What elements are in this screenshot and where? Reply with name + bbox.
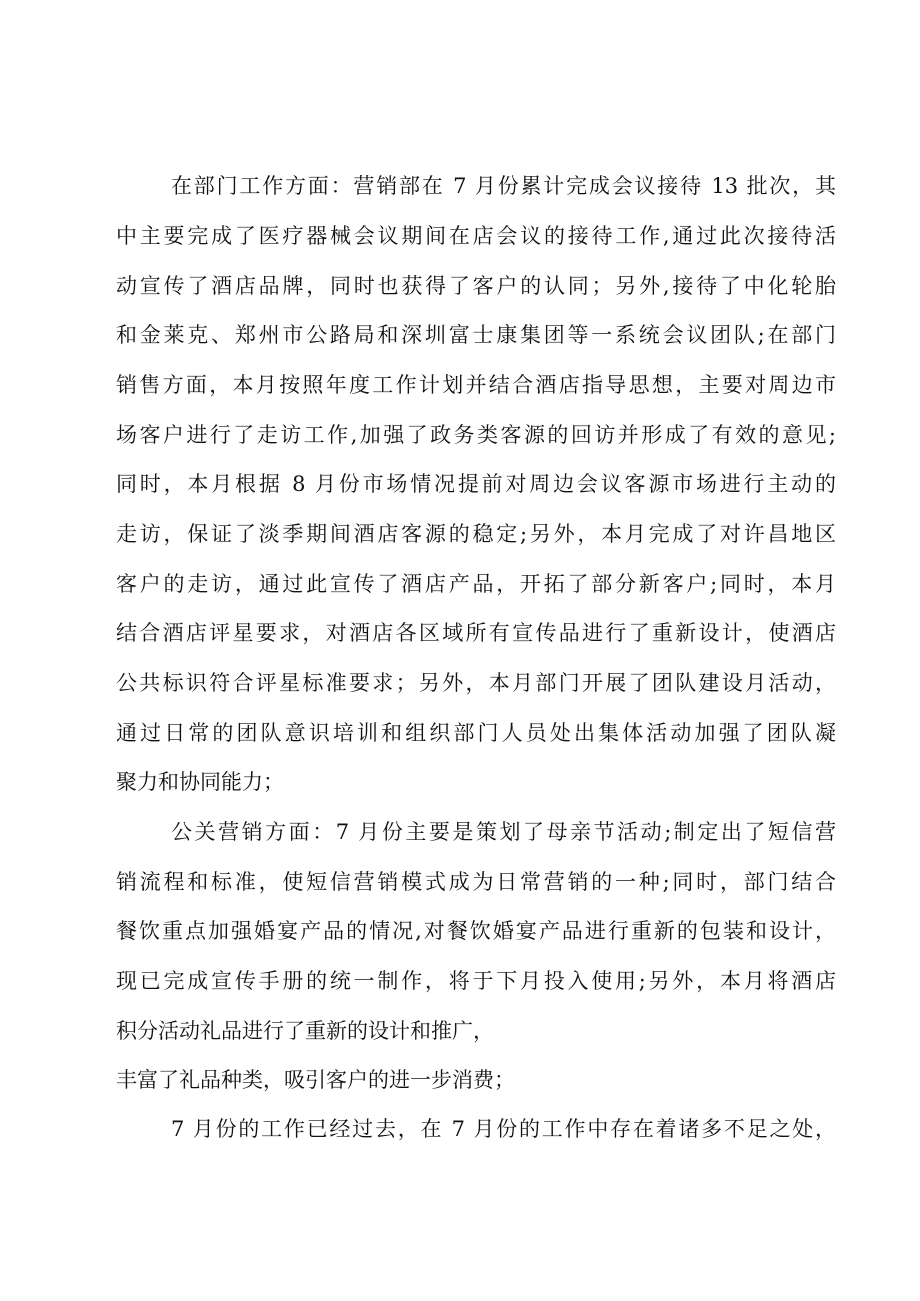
text-line: 销售方面，本月按照年度工作计划并结合酒店指导思想，主要对周边市 xyxy=(116,373,836,397)
text-line: 动宣传了酒店品牌，同时也获得了客户的认同；另外,接待了中化轮胎 xyxy=(116,274,836,298)
text-line: 餐饮重点加强婚宴产品的情况,对餐饮婚宴产品进行重新的包装和设计， xyxy=(116,919,836,943)
text-line: 丰富了礼品种类，吸引客户的进一步消费； xyxy=(116,1068,515,1092)
text-line: 场客户进行了走访工作,加强了政务类客源的回访并形成了有效的意见; xyxy=(116,423,836,447)
text-line: 现已完成宣传手册的统一制作，将于下月投入使用;另外，本月将酒店 xyxy=(116,969,836,993)
text-line: 通过日常的团队意识培训和组织部门人员处出集体活动加强了团队凝 xyxy=(116,721,836,745)
text-line: 销流程和标准，使短信营销模式成为日常营销的一种;同时，部门结合 xyxy=(116,870,836,894)
text-line: 客户的走访，通过此宣传了酒店产品，开拓了部分新客户;同时，本月 xyxy=(116,572,836,596)
text-line: 公共标识符合评星标准要求；另外，本月部门开展了团队建设月活动， xyxy=(116,671,836,695)
text-line: 在部门工作方面：营销部在 7 月份累计完成会议接待 13 批次，其 xyxy=(171,174,836,198)
text-line: 聚力和协同能力； xyxy=(116,770,284,794)
text-line: 和金莱克、郑州市公路局和深圳富士康集团等一系统会议团队;在部门 xyxy=(116,323,836,347)
text-line: 公关营销方面：7 月份主要是策划了母亲节活动;制定出了短信营 xyxy=(171,820,836,844)
text-line: 同时，本月根据 8 月份市场情况提前对周边会议客源市场进行主动的 xyxy=(116,472,836,496)
text-line: 7 月份的工作已经过去，在 7 月份的工作中存在着诸多不足之处， xyxy=(171,1117,836,1141)
text-line: 走访，保证了淡季期间酒店客源的稳定;另外，本月完成了对许昌地区 xyxy=(116,522,836,546)
text-line: 积分活动礼品进行了重新的设计和推广， xyxy=(116,1019,494,1043)
text-line: 中主要完成了医疗器械会议期间在店会议的接待工作,通过此次接待活 xyxy=(116,224,836,248)
text-line: 结合酒店评星要求，对酒店各区域所有宣传品进行了重新设计，使酒店 xyxy=(116,621,836,645)
